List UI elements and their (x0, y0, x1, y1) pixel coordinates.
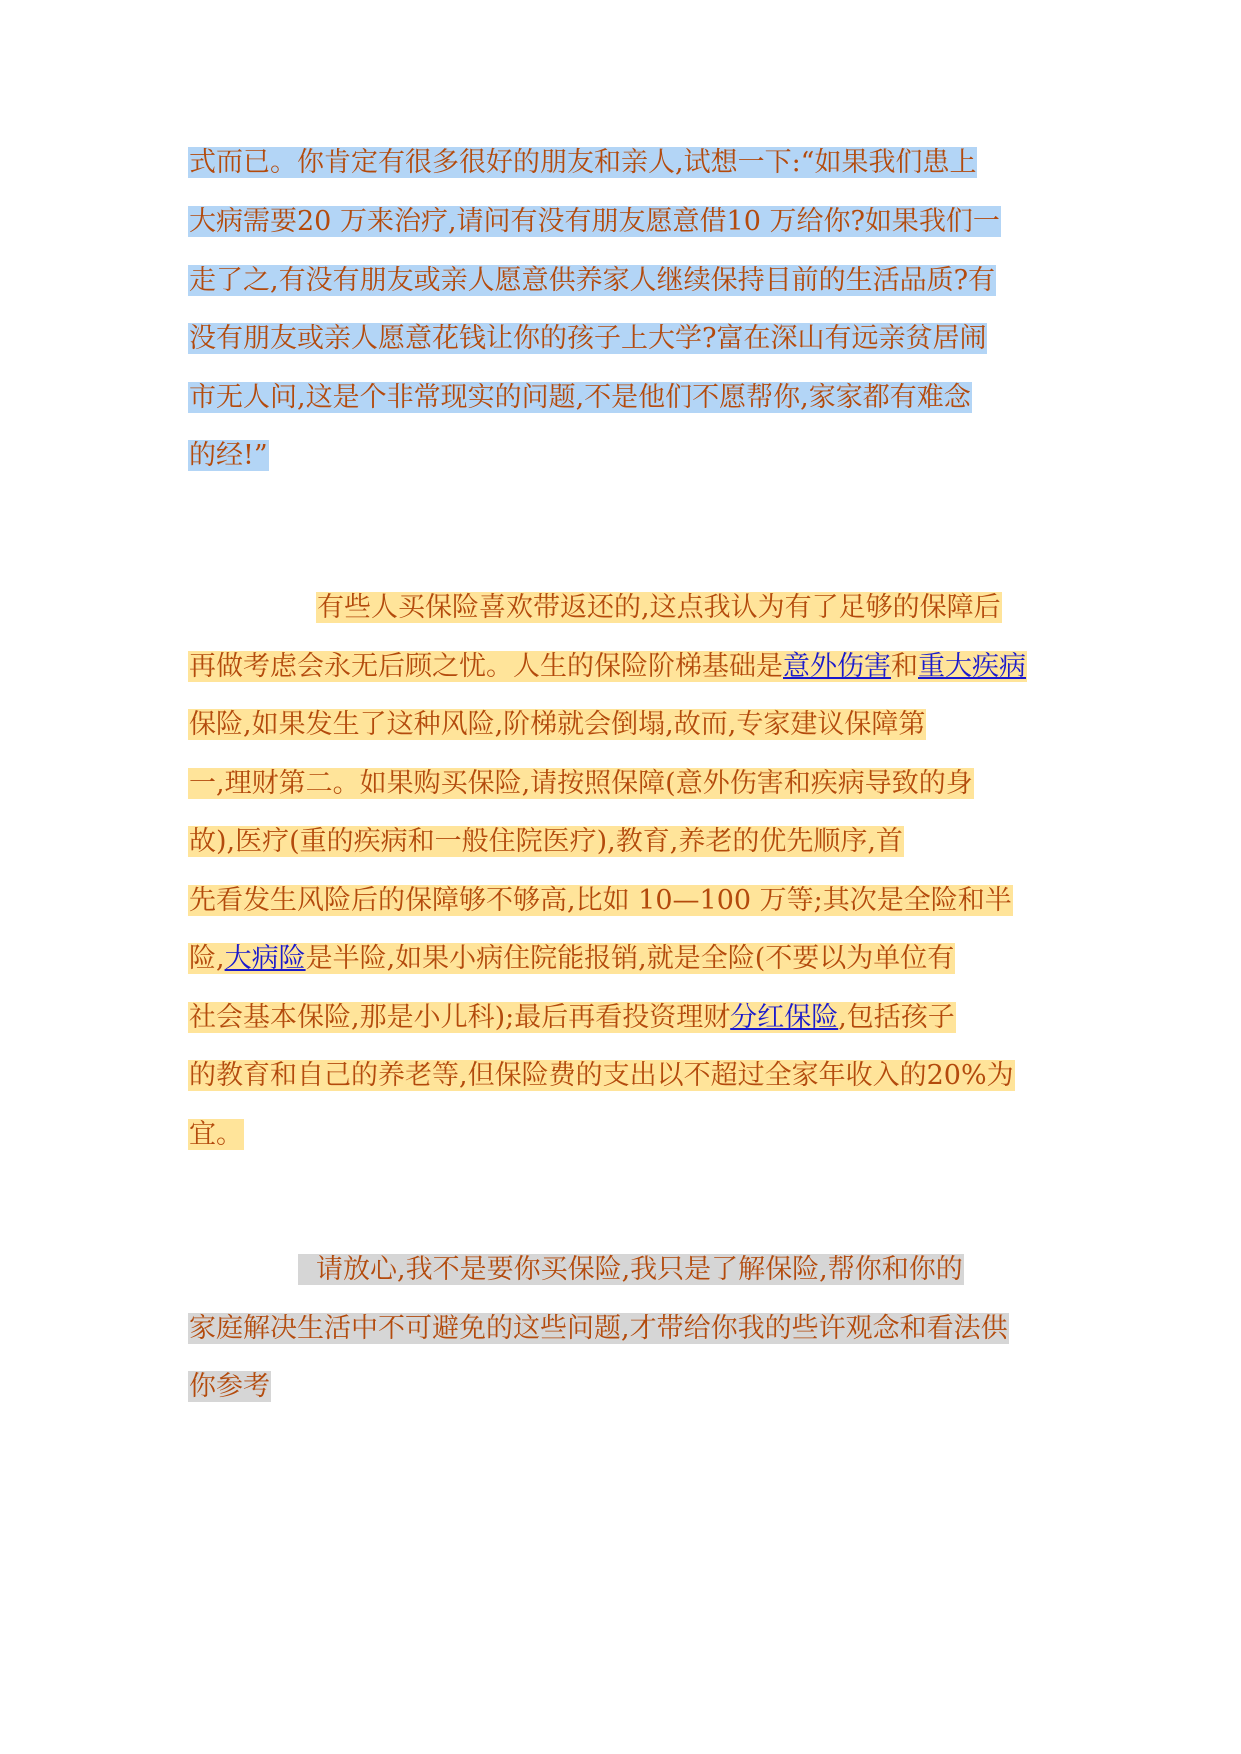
link-major-illness-insurance[interactable]: 大病险 (224, 943, 306, 974)
paragraph-2-line-4 (188, 765, 974, 803)
paragraph-2-line-7 (188, 940, 955, 978)
paragraph-2-line-8 (188, 999, 956, 1037)
paragraph-1-line-4 (188, 320, 987, 358)
text-run: 社会基本保险,那是小儿科);最后再看投资理财 (189, 1002, 731, 1033)
highlighted-text: 一,理财第二。如果购买保险,请按照保障(意外伤害和疾病导致的身 (189, 768, 973, 799)
highlighted-text: 故),医疗(重的疾病和一般住院医疗),教育,养老的优先顺序,首 (189, 826, 903, 857)
paragraph-3-line-1 (298, 1251, 964, 1289)
text-run: 险, (189, 943, 225, 974)
paragraph-2-line-9 (188, 1057, 1015, 1095)
highlighted-text: 你参考 (189, 1371, 270, 1402)
highlighted-text: 宜。 (189, 1119, 243, 1150)
paragraph-1-line-6 (188, 437, 269, 475)
highlighted-text: 大病需要20 万来治疗,请问有没有朋友愿意借10 万给你?如果我们一 (189, 206, 1000, 237)
text-run: 是半险,如果小病住院能报销,就是全险(不要以为单位有 (305, 943, 955, 974)
highlighted-text (188, 1002, 956, 1033)
paragraph-1-line-1 (188, 144, 977, 182)
paragraph-1-line-3 (188, 262, 996, 300)
highlighted-text: 式而已。你肯定有很多很好的朋友和亲人,试想一下:“如果我们患上 (189, 147, 977, 178)
highlighted-text: 的教育和自己的养老等,但保险费的支出以不超过全家年收入的20%为 (189, 1060, 1014, 1091)
paragraph-2-line-3 (188, 706, 926, 744)
paragraph-1-line-2 (188, 203, 1001, 241)
paragraph-2-line-1 (316, 589, 1002, 627)
highlighted-text: 保险,如果发生了这种风险,阶梯就会倒塌,故而,专家建议保障第 (189, 709, 926, 740)
paragraph-3-line-2 (188, 1310, 1009, 1348)
highlighted-text: 有些人买保险喜欢带返还的,这点我认为有了足够的保障后 (317, 592, 1001, 623)
text-run: 和 (891, 651, 918, 682)
highlighted-text: 走了之,有没有朋友或亲人愿意供养家人继续保持目前的生活品质?有 (189, 265, 996, 296)
paragraph-2-line-2 (188, 648, 1027, 686)
highlighted-text (188, 943, 955, 974)
link-accident-injury[interactable]: 意外伤害 (783, 651, 891, 682)
link-dividend-insurance[interactable]: 分红保险 (730, 1002, 839, 1033)
paragraph-2-line-6 (188, 882, 1013, 920)
text-run: ,包括孩子 (838, 1002, 955, 1033)
paragraph-2-line-5 (188, 823, 904, 861)
link-critical-illness[interactable]: 重大疾病 (918, 651, 1026, 682)
paragraph-2-line-10 (188, 1116, 244, 1154)
highlighted-text: 的经!” (189, 440, 268, 471)
highlighted-text: 没有朋友或亲人愿意花钱让你的孩子上大学?富在深山有远亲贫居闹 (189, 323, 987, 354)
text-run: 再做考虑会永无后顾之忧。人生的保险阶梯基础是 (189, 651, 783, 682)
paragraph-3-line-3 (188, 1368, 271, 1406)
highlighted-text (188, 651, 1027, 682)
paragraph-1-line-5 (188, 379, 972, 417)
highlighted-text: 先看发生风险后的保障够不够高,比如 10—100 万等;其次是全险和半 (189, 885, 1012, 916)
highlighted-text: 家庭解决生活中不可避免的这些问题,才带给你我的些许观念和看法供 (189, 1313, 1008, 1344)
highlighted-text: 市无人问,这是个非常现实的问题,不是他们不愿帮你,家家都有难念 (189, 382, 971, 413)
highlighted-text: 请放心,我不是要你买保险,我只是了解保险,帮你和你的 (298, 1254, 964, 1285)
